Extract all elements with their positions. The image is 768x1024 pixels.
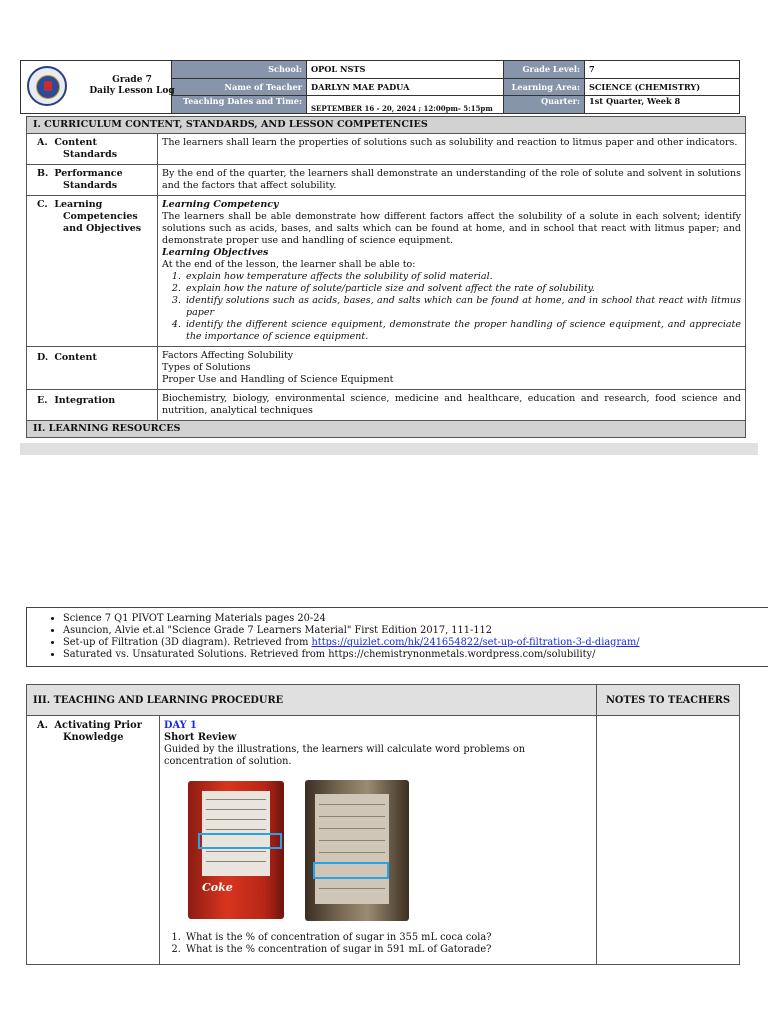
list-item: 1. explain how temperature affects the solubility of solid material. (184, 271, 741, 283)
learning-area-label: Learning Area: (504, 78, 585, 96)
review-questions (162, 932, 582, 956)
competency-text: The learners shall be able demonstrate how different factors affect the solubility of a solute in each solvent; identify solutions such as acids, bases, and salts which can be found at home, and in school that react with litmus paper; and demonstrate proper use and handling of science equipment. (162, 211, 741, 246)
logo-cell (21, 61, 175, 114)
list-item: 2. What is the % concentration of sugar in 591 mL of Gatorade? (184, 944, 582, 956)
content-standards-text: The learners shall learn the properties of solutions such as solubility and reaction to litmus paper and other indicators. (158, 134, 746, 165)
content-text (158, 347, 746, 390)
objectives-list (162, 271, 741, 343)
dates-label: Teaching Dates and Time: (172, 96, 307, 114)
integration-text: Biochemistry, biology, environmental science, medicine and healthcare, education and research, food science and nutrition, analytical techniques (158, 390, 746, 421)
content-label: D. Content (27, 347, 158, 390)
logo-text (77, 75, 187, 97)
teacher-label: Name of Teacher (172, 78, 307, 96)
learning-area-value: SCIENCE (CHEMISTRY) (585, 78, 740, 96)
section-2-title: II. LEARNING RESOURCES (27, 421, 746, 438)
content-line: Factors Affecting Solubility (162, 350, 294, 361)
section-3-title: III. TEACHING AND LEARNING PROCEDURE (27, 685, 597, 716)
resources-box (26, 607, 768, 667)
resources-list (49, 613, 761, 661)
list-item: • Asuncion, Alvie et.al "Science Grade 7 Learners Material" First Edition 2017, 111-112 (63, 625, 761, 637)
curriculum-table (26, 116, 746, 438)
coke-logo: Coke (202, 881, 233, 894)
competencies-text (158, 196, 746, 347)
sugar-highlight (198, 833, 282, 849)
competencies-label: C. Learning Competencies and Objectives (27, 196, 158, 347)
coke-can-photo (188, 781, 284, 919)
content-line: Types of Solutions (162, 362, 251, 373)
grade-title: Grade 7 (112, 75, 152, 85)
dates-value: SEPTEMBER 16 - 20, 2024 ; 12:00pm- 5:15pm (307, 96, 504, 114)
notes-cell (597, 716, 740, 965)
sugar-highlight (313, 862, 389, 879)
performance-standards-text: By the end of the quarter, the learners shall demonstrate an understanding of the role of solute and solvent in solutions and the factors that affect solubility. (158, 165, 746, 196)
deped-seal-icon (27, 66, 67, 106)
school-label: School: (172, 61, 307, 79)
divider-bar (20, 443, 758, 455)
performance-standards-label: B. Performance Standards (27, 165, 158, 196)
quarter-label: Quarter: (504, 96, 585, 114)
objectives-heading: Learning Objectives (162, 247, 269, 258)
activating-prior-label: A. Activating Prior Knowledge (27, 716, 160, 965)
dll-title: Daily Lesson Log (89, 86, 175, 96)
gatorade-label-photo (305, 780, 409, 921)
list-item: 2. explain how the nature of solute/particle size and solvent affect the rate of solubility. (184, 283, 741, 295)
day-label: DAY 1 (164, 720, 197, 731)
list-item: 3. identify solutions such as acids, bases, and salts which can be found at home, and in school that react with litmus paper (184, 295, 741, 319)
competency-heading: Learning Competency (162, 199, 279, 210)
quarter-value: 1st Quarter, Week 8 (585, 96, 740, 114)
list-item: • Saturated vs. Unsaturated Solutions. Retrieved from https://chemistrynonmetals.wordpress.com/solubility/ (63, 649, 761, 661)
grade-level-label: Grade Level: (504, 61, 585, 79)
notes-title: NOTES TO TEACHERS (597, 685, 740, 716)
review-intro: Guided by the illustrations, the learners will calculate word problems on concentration of solution. (164, 744, 526, 767)
list-item: 4. identify the different science equipment, demonstrate the proper handling of science equipment, and appreciate the importance of science equipment. (184, 319, 741, 343)
section-1-title: I. CURRICULUM CONTENT, STANDARDS, AND LESSON COMPETENCIES (27, 117, 746, 134)
content-line: Proper Use and Handling of Science Equipment (162, 374, 394, 385)
header-table (20, 60, 740, 114)
content-standards-label: A. Content Standards (27, 134, 158, 165)
grade-level-value: 7 (585, 61, 740, 79)
list-item: • Set-up of Filtration (3D diagram). Retrieved from https://quizlet.com/hk/241654822/set-up-of-filtration-3-d-diagram/ (63, 637, 761, 649)
integration-label: E. Integration (27, 390, 158, 421)
teacher-value: DARLYN MAE PADUA (307, 78, 504, 96)
list-item: • Science 7 Q1 PIVOT Learning Materials pages 20-24 (63, 613, 761, 625)
school-value: OPOL NSTS (307, 61, 504, 79)
list-item: 1. What is the % of concentration of sugar in 355 mL coca cola? (184, 932, 582, 944)
objectives-intro: At the end of the lesson, the learner shall be able to: (162, 259, 416, 270)
short-review-heading: Short Review (164, 732, 237, 743)
quizlet-link[interactable]: https://quizlet.com/hk/241654822/set-up-of-filtration-3-d-diagram/ (311, 637, 640, 648)
